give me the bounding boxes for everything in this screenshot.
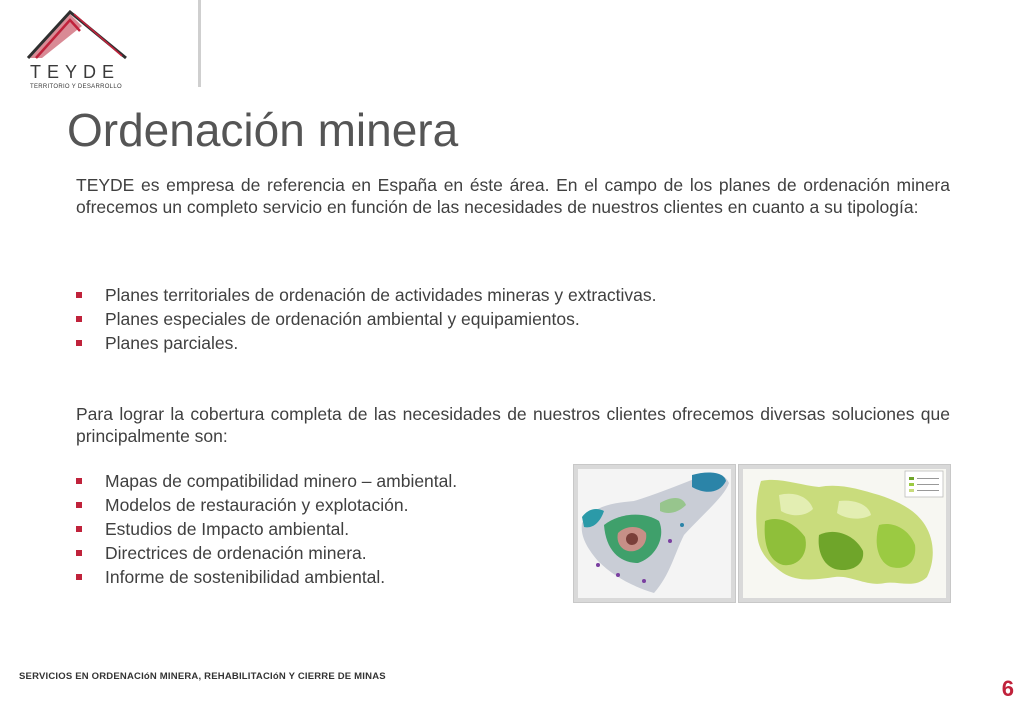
bullet-icon <box>76 526 82 532</box>
solutions-paragraph: Para lograr la cobertura completa de las necesidades de nuestros clientes ofrecemos diversas soluciones que principalmente son: <box>76 404 950 446</box>
header-divider <box>198 0 201 87</box>
list-item: Modelos de restauración y explotación. <box>76 493 457 517</box>
logo-subtitle: TERRITORIO Y DESARROLLO <box>30 84 122 90</box>
list-item: Planes parciales. <box>76 331 657 355</box>
rioja-map-image <box>738 464 951 603</box>
page-title: Ordenación minera <box>67 104 459 156</box>
bullet-icon <box>76 340 82 346</box>
page-number: 6 <box>1001 676 1014 701</box>
teyde-logo <box>22 10 132 92</box>
bullet-icon <box>76 550 82 556</box>
tenerife-map-image <box>573 464 736 603</box>
plan-types-list <box>76 283 657 355</box>
intro-section <box>76 174 950 218</box>
bullet-icon <box>76 316 82 322</box>
bullet-icon <box>76 574 82 580</box>
solutions-section <box>76 403 950 447</box>
mountain-logo-icon <box>22 10 132 70</box>
list-item: Mapas de compatibilidad minero – ambiental. <box>76 469 457 493</box>
solutions-list <box>76 469 457 589</box>
list-item: Directrices de ordenación minera. <box>76 541 457 565</box>
bullet-icon <box>76 478 82 484</box>
logo-name: TEYDE <box>30 62 121 82</box>
bullet-icon <box>76 292 82 298</box>
intro-paragraph: TEYDE es empresa de referencia en España en éste área. En el campo de los planes de ordenación minera ofrecemos un completo servicio en función de las necesidades de nuestros clientes en cuanto a su tipología: <box>76 175 950 217</box>
footer-text: SERVICIOS EN ORDENACIóN MINERA, REHABILITACIóN Y CIERRE DE MINAS <box>19 671 386 682</box>
list-item: Estudios de Impacto ambiental. <box>76 517 457 541</box>
list-item: Planes territoriales de ordenación de actividades mineras y extractivas. <box>76 283 657 307</box>
bullet-icon <box>76 502 82 508</box>
list-item: Informe de sostenibilidad ambiental. <box>76 565 457 589</box>
list-item: Planes especiales de ordenación ambiental y equipamientos. <box>76 307 657 331</box>
